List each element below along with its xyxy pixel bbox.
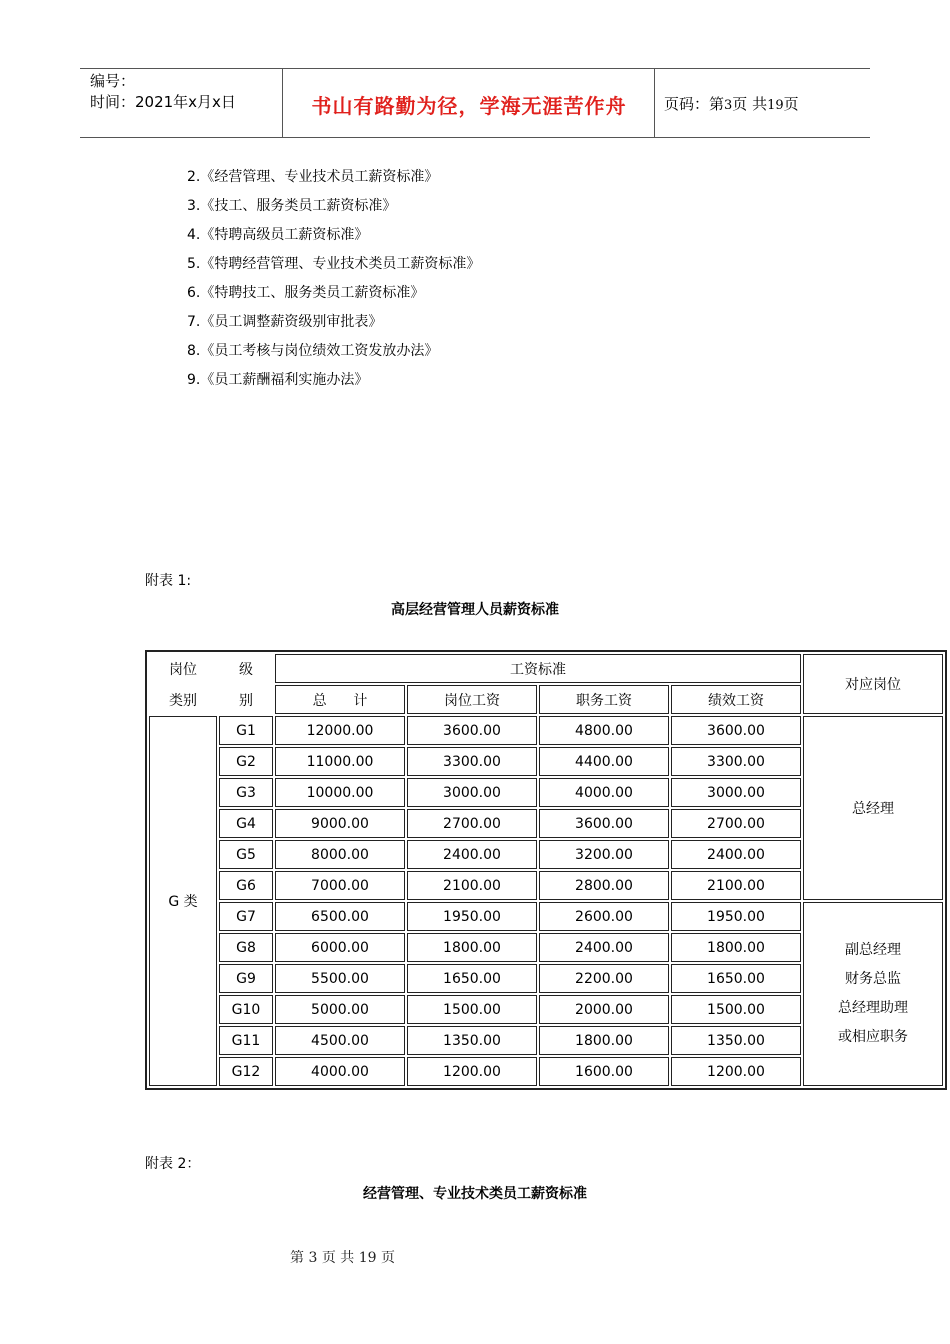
- duty-pay-cell: 4000.00: [539, 778, 669, 807]
- grade-cell: G6: [219, 871, 273, 900]
- appendix2-title: 经营管理、专业技术类员工薪资标准: [363, 1186, 587, 1202]
- list-item: 4.《特聘高级员工薪资标准》: [187, 227, 369, 243]
- total-cell: 6500.00: [275, 902, 405, 931]
- table-row: [149, 716, 943, 745]
- position-pay-cell: 3600.00: [407, 716, 537, 745]
- total-cell: 10000.00: [275, 778, 405, 807]
- page-header: [80, 68, 870, 138]
- total-cell: 5000.00: [275, 995, 405, 1024]
- position-group-2-line: 副总经理: [845, 942, 901, 958]
- footer-prefix: 第: [290, 1250, 304, 1266]
- header-total: 总 计: [275, 685, 405, 714]
- position-pay-cell: 3300.00: [407, 747, 537, 776]
- duty-pay-cell: 2000.00: [539, 995, 669, 1024]
- footer-total: 19: [358, 1250, 377, 1266]
- grade-cell: G3: [219, 778, 273, 807]
- table-header-row: [149, 654, 943, 683]
- position-group-2-line: 财务总监: [845, 971, 901, 987]
- grade-cell: G7: [219, 902, 273, 931]
- position-pay-cell: 1650.00: [407, 964, 537, 993]
- doc-code-label: 编号：: [90, 72, 136, 90]
- position-pay-cell: 3000.00: [407, 778, 537, 807]
- total-cell: 8000.00: [275, 840, 405, 869]
- performance-pay-cell: 1650.00: [671, 964, 801, 993]
- duty-pay-cell: 2600.00: [539, 902, 669, 931]
- header-category: 岗位: [169, 661, 197, 678]
- doc-time-label: 时间：2021年x月x日: [90, 93, 236, 111]
- total-cell: 4000.00: [275, 1057, 405, 1086]
- duty-pay-cell: 3600.00: [539, 809, 669, 838]
- salary-table: [145, 650, 947, 1090]
- list-item: 5.《特聘经营管理、专业技术类员工薪资标准》: [187, 256, 481, 272]
- header-category: 类别: [169, 692, 197, 709]
- appendix-list: [187, 166, 480, 398]
- total-cell: 5500.00: [275, 964, 405, 993]
- header-position-pay: 岗位工资: [407, 685, 537, 714]
- grade-cell: G8: [219, 933, 273, 962]
- page-footer: [0, 1247, 950, 1267]
- total-cell: 12000.00: [275, 716, 405, 745]
- grade-cell: G11: [219, 1026, 273, 1055]
- position-pay-cell: 2400.00: [407, 840, 537, 869]
- duty-pay-cell: 4400.00: [539, 747, 669, 776]
- grade-cell: G9: [219, 964, 273, 993]
- list-item: 9.《员工薪酬福利实施办法》: [187, 372, 369, 388]
- total-cell: 7000.00: [275, 871, 405, 900]
- grade-cell: G5: [219, 840, 273, 869]
- duty-pay-cell: 2400.00: [539, 933, 669, 962]
- header-performance-pay: 绩效工资: [671, 685, 801, 714]
- header-duty-pay: 职务工资: [539, 685, 669, 714]
- duty-pay-cell: 4800.00: [539, 716, 669, 745]
- page-current: 3: [724, 98, 733, 113]
- position-group-2-line: 或相应职务: [838, 1029, 908, 1045]
- list-item: 7.《员工调整薪资级别审批表》: [187, 314, 383, 330]
- footer-suffix: 页: [381, 1250, 396, 1266]
- performance-pay-cell: 2700.00: [671, 809, 801, 838]
- position-group-1: 总经理: [803, 716, 943, 900]
- position-group-2-line: 总经理助理: [838, 1000, 908, 1016]
- position-pay-cell: 1200.00: [407, 1057, 537, 1086]
- page-suffix: 页: [783, 95, 799, 113]
- performance-pay-cell: 1350.00: [671, 1026, 801, 1055]
- total-cell: 9000.00: [275, 809, 405, 838]
- grade-cell: G1: [219, 716, 273, 745]
- grade-cell: G10: [219, 995, 273, 1024]
- list-item: 6.《特聘技工、服务类员工薪资标准》: [187, 285, 425, 301]
- performance-pay-cell: 2100.00: [671, 871, 801, 900]
- performance-pay-cell: 1800.00: [671, 933, 801, 962]
- list-item: 2.《经营管理、专业技术员工薪资标准》: [187, 169, 439, 185]
- position-pay-cell: 2100.00: [407, 871, 537, 900]
- position-pay-cell: 1500.00: [407, 995, 537, 1024]
- grade-cell: G4: [219, 809, 273, 838]
- performance-pay-cell: 1200.00: [671, 1057, 801, 1086]
- footer-current: 3: [308, 1250, 318, 1266]
- position-pay-cell: 2700.00: [407, 809, 537, 838]
- total-cell: 4500.00: [275, 1026, 405, 1055]
- header-salary-standard: 工资标准: [275, 654, 801, 683]
- position-pay-cell: 1950.00: [407, 902, 537, 931]
- page-total: 19: [767, 98, 784, 113]
- duty-pay-cell: 1800.00: [539, 1026, 669, 1055]
- grade-cell: G2: [219, 747, 273, 776]
- performance-pay-cell: 3000.00: [671, 778, 801, 807]
- duty-pay-cell: 1600.00: [539, 1057, 669, 1086]
- header-grade: 别: [239, 692, 253, 709]
- total-cell: 11000.00: [275, 747, 405, 776]
- list-item: 3.《技工、服务类员工薪资标准》: [187, 198, 397, 214]
- duty-pay-cell: 2200.00: [539, 964, 669, 993]
- performance-pay-cell: 3300.00: [671, 747, 801, 776]
- grade-cell: G12: [219, 1057, 273, 1086]
- header-meta: [90, 71, 236, 113]
- performance-pay-cell: 3600.00: [671, 716, 801, 745]
- category-cell: G 类: [149, 716, 217, 1086]
- position-group-2: [803, 902, 943, 1086]
- list-item: 8.《员工考核与岗位绩效工资发放办法》: [187, 343, 439, 359]
- appendix1-label: 附表 1:: [145, 573, 192, 589]
- duty-pay-cell: 2800.00: [539, 871, 669, 900]
- position-pay-cell: 1800.00: [407, 933, 537, 962]
- duty-pay-cell: 3200.00: [539, 840, 669, 869]
- header-motto: 书山有路勤为径，学海无涯苦作舟: [311, 94, 627, 118]
- appendix2-label: 附表 2：: [145, 1156, 201, 1172]
- header-corresponding-position: 对应岗位: [803, 654, 943, 714]
- header-grade: 级: [239, 661, 253, 678]
- page-prefix: 页码：第: [664, 95, 725, 113]
- performance-pay-cell: 1500.00: [671, 995, 801, 1024]
- table-row: [149, 902, 943, 931]
- performance-pay-cell: 1950.00: [671, 902, 801, 931]
- appendix1-title: 高层经营管理人员薪资标准: [391, 602, 559, 618]
- footer-middle: 页 共: [321, 1250, 355, 1266]
- header-page-number: [664, 93, 799, 114]
- total-cell: 6000.00: [275, 933, 405, 962]
- performance-pay-cell: 2400.00: [671, 840, 801, 869]
- position-pay-cell: 1350.00: [407, 1026, 537, 1055]
- page-middle: 页 共: [732, 95, 768, 113]
